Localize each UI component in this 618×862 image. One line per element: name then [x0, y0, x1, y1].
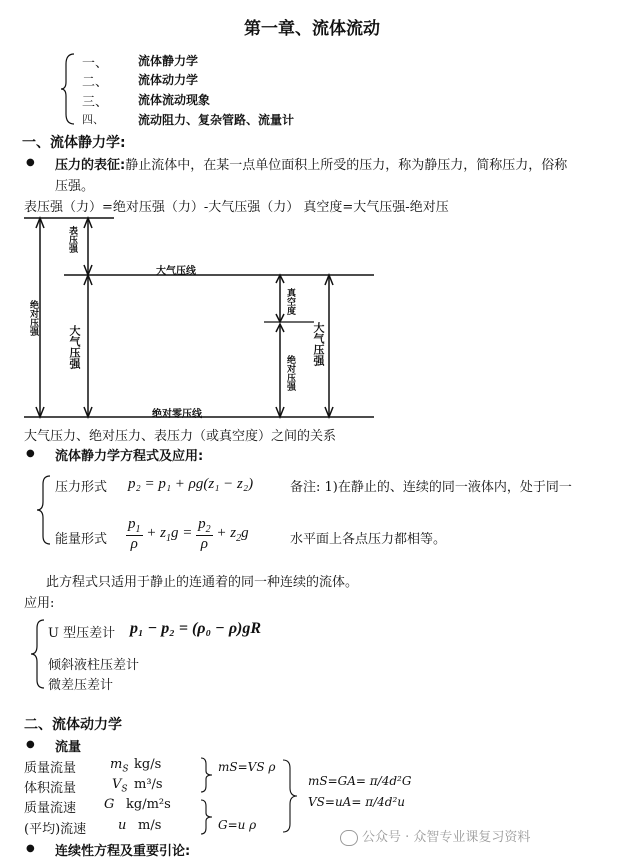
- flow-row-1-unit: kg/s: [134, 757, 162, 772]
- big-relation-1: mS=GA= π/4d²G: [308, 774, 412, 788]
- eq-brace: [36, 474, 52, 546]
- diagram-abs-label: 绝对压强: [28, 300, 38, 336]
- continuity-heading: 连续性方程及重要引论:: [55, 844, 191, 859]
- bullet-icon: ●: [26, 843, 35, 854]
- flow-row-2-sym: $V_S$: [112, 777, 128, 795]
- app-micro: 微差压差计: [48, 678, 114, 693]
- pressure-text-2: 压强。: [55, 179, 95, 194]
- note-1: 备注: 1)在静止的、连续的同一液体内，处于同一: [290, 480, 572, 495]
- apply-label: 应用:: [24, 596, 55, 611]
- flow-row-2-name: 体积流量: [24, 781, 77, 796]
- note-2: 水平面上各点压力都相等。: [290, 532, 447, 547]
- bullet-icon: ●: [26, 448, 35, 459]
- diagram-zero-line-label: 绝对零压线: [152, 409, 202, 420]
- pressure-text-1: 静止流体中，在某一点单位面积上所受的压力，称为静压力，简称压力，俗称: [125, 158, 568, 173]
- flow-row-1-sym: $m_S$: [110, 757, 129, 775]
- eq-heading: 流体静力学方程式及应用:: [55, 449, 204, 464]
- toc-item-1: 流体静力学: [138, 54, 199, 68]
- diagram-caption: 大气压力、绝对压力、表压力（或真空度）之间的关系: [24, 429, 337, 444]
- big-relation-2: VS=uA= π/4d²u: [308, 795, 405, 809]
- u-tube-formula: p₁ − p₂ = (ρ₀ − ρ)gR: [130, 620, 262, 637]
- watermark: [340, 826, 530, 846]
- apps-brace: [30, 618, 46, 690]
- pressure-relation: 表压强（力）=绝对压强（力）-大气压强（力） 真空度=大气压强-绝对压: [24, 200, 449, 215]
- diagram-atm-line-label: 大气压线: [156, 266, 196, 277]
- relation-g: G=u ρ: [218, 818, 257, 832]
- section1-heading: 一、流体静力学:: [22, 135, 126, 151]
- wechat-icon: [340, 830, 358, 846]
- energy-form-formula: $\frac{p_1}{\rho}$ + $z_1g$ = $\frac{p_2}{\rho}$ + $z_2g$: [128, 516, 249, 552]
- flow-brace-big: [282, 758, 298, 834]
- pressure-paragraph: [55, 154, 567, 173]
- diagram-vacuum-label: 真空度: [285, 288, 295, 315]
- applicability-text: 此方程式只适用于静止的连通着的同一种连续的流体。: [46, 575, 359, 590]
- flow-label: 流量: [55, 740, 82, 755]
- flow-brace-top: [200, 756, 214, 794]
- flow-row-3-unit: kg/m²s: [126, 797, 171, 812]
- flow-row-4-name: (平均)流速: [24, 822, 87, 837]
- toc-item-3: 流体流动现象: [138, 93, 211, 107]
- diagram-gauge-label: 表压强: [67, 226, 77, 253]
- energy-form-label: 能量形式: [55, 532, 108, 547]
- relation-ms: mS=VS ρ: [218, 760, 276, 774]
- toc-brace: [60, 52, 76, 126]
- diagram-atm2-label: 大气压强: [312, 322, 325, 366]
- flow-row-4-unit: m/s: [138, 818, 162, 833]
- bullet-icon: ●: [26, 157, 35, 168]
- page-title: 第一章、流体流动: [244, 19, 380, 39]
- app-inclined: 倾斜液柱压差计: [48, 658, 140, 673]
- toc-item-2: 流体动力学: [138, 73, 199, 87]
- diagram-atm-label: 大气压强: [68, 325, 81, 369]
- pressure-form-formula: p₂ = p₁ + ρg(z₁ − z₂): [128, 476, 254, 492]
- diagram-abs2-label: 绝对压强: [285, 355, 295, 391]
- flow-row-4-sym: u: [118, 818, 127, 833]
- toc-num-2: 二、: [82, 75, 109, 90]
- toc-num-1: 一、: [82, 56, 109, 71]
- toc-num-3: 三、: [82, 95, 109, 110]
- toc-item-4: 流动阻力、复杂管路、流量计: [138, 113, 295, 127]
- flow-brace-bottom: [200, 798, 214, 836]
- pressure-form-label: 压力形式: [55, 480, 108, 495]
- flow-row-2-unit: m³/s: [134, 777, 163, 792]
- flow-row-1-name: 质量流量: [24, 761, 77, 776]
- flow-row-3-name: 质量流速: [24, 801, 77, 816]
- bullet-icon: ●: [26, 739, 35, 750]
- section2-heading: 二、流体动力学: [24, 717, 122, 733]
- toc-num-4: 四、: [82, 113, 104, 126]
- pressure-label: 压力的表征:: [55, 158, 126, 173]
- flow-row-3-sym: G: [104, 797, 115, 812]
- app-u-tube: U 型压差计: [48, 626, 116, 641]
- watermark-text: 公众号 · 众智专业课复习资料: [362, 830, 531, 845]
